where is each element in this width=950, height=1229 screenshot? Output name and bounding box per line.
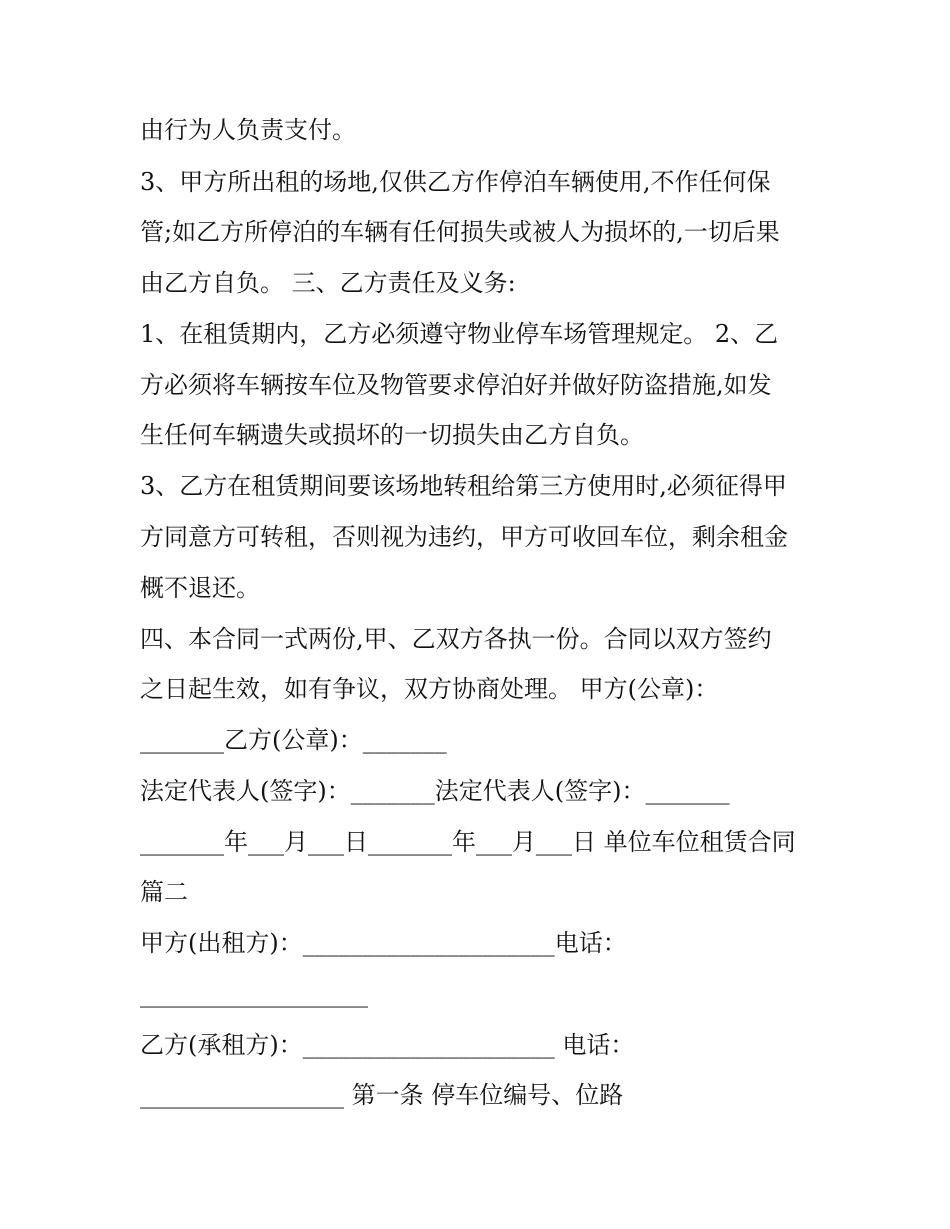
- signature-line: 法定代表人(签字)：_______法定代表人(签字)：_______: [140, 777, 730, 805]
- party-a-line: 甲方(出租方)：_____________________电话：: [140, 929, 627, 957]
- text-line: 方同意方可转租，否则视为违约，甲方可收回车位，剩余租金: [140, 523, 788, 551]
- text-line: 1、在租赁期内，乙方必须遵守物业停车场管理规定。 2、乙: [140, 320, 779, 348]
- party-b-line: 乙方(承租方)：_____________________ 电话：: [140, 1031, 635, 1059]
- date-line: _______年___月___日_______年___月___日 单位车位租赁合同: [140, 828, 796, 856]
- signature-line: _______乙方(公章)：_______: [140, 726, 447, 754]
- text-line: _________________ 第一条 停车位编号、位路: [140, 1081, 624, 1109]
- text-line: 3、乙方在租赁期间要该场地转租给第三方使用时,必须征得甲: [140, 472, 787, 500]
- text-line: 概不退还。: [140, 574, 260, 602]
- text-line: 方必须将车辆按车位及物管要求停泊好并做好防盗措施,如发: [140, 371, 772, 399]
- text-line: 由行为人负责支付。: [140, 116, 356, 144]
- blank-line: ___________________: [140, 980, 368, 1008]
- section-heading: 篇二: [140, 878, 188, 906]
- text-line: 由乙方自负。 三、乙方责任及义务:: [140, 269, 516, 297]
- text-line: 之日起生效，如有争议，双方协商处理。 甲方(公章)：: [140, 675, 719, 703]
- text-line: 生任何车辆遗失或损坏的一切损失由乙方自负。: [140, 421, 644, 449]
- text-line: 管;如乙方所停泊的车辆有任何损失或被人为损坏的,一切后果: [140, 218, 780, 246]
- text-line: 四、本合同一式两份,甲、乙双方各执一份。合同以双方签约: [140, 625, 772, 653]
- text-line: 3、甲方所出租的场地,仅供乙方作停泊车辆使用,不作任何保: [140, 168, 771, 196]
